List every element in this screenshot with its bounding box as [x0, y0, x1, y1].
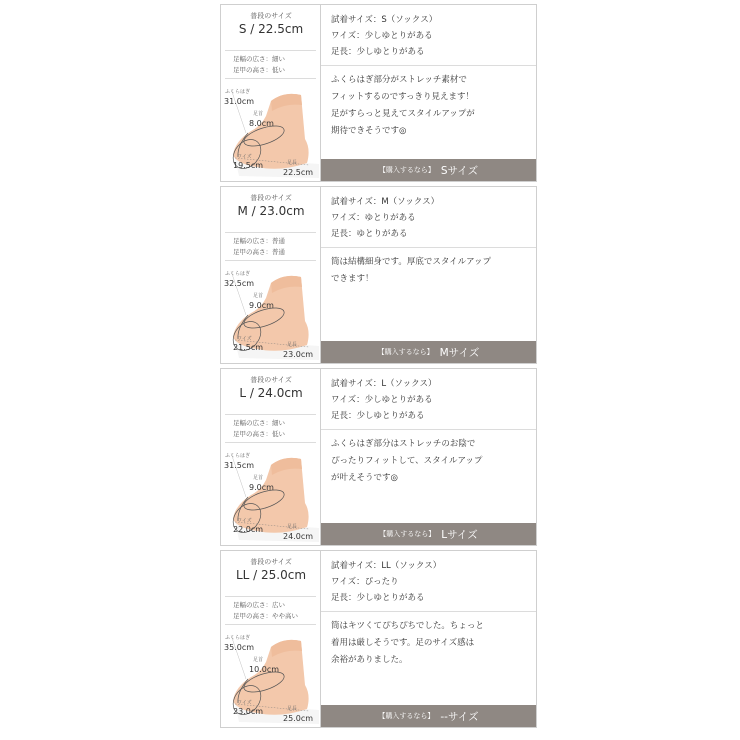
foot-width-text: 足幅の広さ：普通: [233, 237, 285, 245]
buy-size-label: --サイズ: [440, 710, 479, 723]
divider: [225, 414, 316, 415]
wise-value: 19.5cm: [233, 161, 264, 170]
instep-height-text: 足甲の高さ：やや高い: [233, 612, 298, 620]
length-value: 22.5cm: [283, 168, 314, 177]
buy-prefix: 【購入するなら】: [378, 712, 435, 720]
comment-line: 期待できそうです◎: [331, 126, 407, 136]
usual-size-label: 普段のサイズ: [250, 558, 292, 566]
length-label: 足長: [287, 706, 298, 712]
buy-size-button[interactable]: [321, 159, 536, 181]
calf-label: ふくらはぎ: [225, 635, 251, 641]
ankle-value: 9.0cm: [249, 483, 274, 492]
wise-label: ワイズ: [237, 154, 252, 160]
buy-size-button[interactable]: [321, 705, 536, 727]
ankle-value: 8.0cm: [249, 119, 274, 128]
ankle-label: 足首: [253, 293, 264, 299]
trial-size-text: 試着サイズ：M（ソックス）: [331, 197, 440, 207]
comment-line: 余裕がありました。: [331, 655, 408, 665]
usual-size-value: S / 22.5cm: [238, 22, 304, 36]
divider: [225, 78, 316, 79]
review-panel: [321, 551, 536, 727]
length-value: 24.0cm: [283, 532, 314, 541]
measurement-panel: [221, 551, 321, 727]
length-fit-text: 足長：ゆとりがある: [331, 229, 408, 239]
buy-size-button[interactable]: [321, 523, 536, 545]
trial-size-text: 試着サイズ：LL（ソックス）: [331, 561, 442, 571]
trial-size-text: 試着サイズ：L（ソックス）: [331, 379, 437, 389]
instep-height-text: 足甲の高さ：低い: [233, 430, 285, 438]
divider: [321, 611, 536, 612]
buy-prefix: 【購入するなら】: [379, 530, 436, 538]
size-card: [220, 368, 537, 546]
length-value: 23.0cm: [283, 350, 314, 359]
foot-width-text: 足幅の広さ：広い: [233, 601, 285, 609]
divider: [225, 596, 316, 597]
ankle-value: 9.0cm: [249, 301, 274, 310]
usual-size-label: 普段のサイズ: [250, 12, 292, 20]
length-value: 25.0cm: [283, 714, 314, 723]
divider: [321, 247, 536, 248]
review-panel: [321, 369, 536, 545]
comment-line: 着用は厳しそうです。足のサイズ感は: [331, 638, 475, 648]
usual-size-value: L / 24.0cm: [239, 386, 303, 400]
comment-line: 筒はキツくてぴちぴちでした。ちょっと: [331, 621, 484, 631]
wise-label: ワイズ: [237, 700, 252, 706]
buy-size-label: Sサイズ: [440, 164, 479, 177]
measurement-panel: [221, 187, 321, 363]
wise-label: ワイズ: [237, 518, 252, 524]
buy-prefix: 【購入するなら】: [378, 166, 435, 174]
calf-label: ふくらはぎ: [225, 271, 251, 277]
foot-diagram: [221, 627, 321, 729]
review-panel: [321, 187, 536, 363]
wise-fit-text: ワイズ：少しゆとりがある: [331, 31, 433, 41]
foot-width-text: 足幅の広さ：細い: [233, 55, 285, 63]
divider: [225, 50, 316, 51]
foot-diagram: [221, 445, 321, 547]
divider: [225, 260, 316, 261]
measurement-panel: [221, 369, 321, 545]
ankle-label: 足首: [253, 475, 264, 481]
size-card: [220, 550, 537, 728]
wise-fit-text: ワイズ：ぴったり: [331, 577, 399, 587]
length-fit-text: 足長：少しゆとりがある: [331, 47, 425, 57]
wise-label: ワイズ: [237, 336, 252, 342]
instep-height-text: 足甲の高さ：普通: [233, 248, 285, 256]
usual-size-value: M / 23.0cm: [237, 204, 305, 218]
calf-label: ふくらはぎ: [225, 453, 251, 459]
ankle-label: 足首: [253, 657, 264, 663]
trial-size-text: 試着サイズ：S（ソックス）: [331, 15, 438, 25]
usual-size-label: 普段のサイズ: [250, 194, 292, 202]
size-card: [220, 4, 537, 182]
comment-line: できます！: [331, 274, 374, 284]
ankle-value: 10.0cm: [249, 665, 280, 674]
comment-line: ぴったりフィットして、スタイルアップ: [331, 456, 483, 466]
calf-value: 31.0cm: [224, 97, 255, 106]
calf-value: 35.0cm: [224, 643, 255, 652]
length-label: 足長: [287, 160, 298, 166]
divider: [321, 429, 536, 430]
wise-value: 21.5cm: [233, 343, 264, 352]
buy-size-button[interactable]: [321, 341, 536, 363]
comment-line: 足がすらっと見えてスタイルアップが: [331, 109, 475, 119]
comment-line: 筒は結構細身です。厚底でスタイルアップ: [331, 257, 492, 267]
calf-value: 32.5cm: [224, 279, 255, 288]
divider: [225, 442, 316, 443]
length-label: 足長: [287, 342, 298, 348]
calf-value: 31.5cm: [224, 461, 255, 470]
foot-width-text: 足幅の広さ：細い: [233, 419, 285, 427]
comment-line: ふくらはぎ部分がストレッチ素材で: [331, 75, 467, 85]
divider: [225, 624, 316, 625]
comment-line: が叶えそうです◎: [331, 473, 398, 483]
usual-size-label: 普段のサイズ: [250, 376, 292, 384]
size-card: [220, 186, 537, 364]
foot-diagram: [221, 81, 321, 183]
wise-fit-text: ワイズ：少しゆとりがある: [331, 395, 433, 405]
length-label: 足長: [287, 524, 298, 530]
wise-value: 22.0cm: [233, 525, 264, 534]
usual-size-value: LL / 25.0cm: [235, 568, 307, 582]
instep-height-text: 足甲の高さ：低い: [233, 66, 285, 74]
divider: [225, 232, 316, 233]
measurement-panel: [221, 5, 321, 181]
wise-value: 23.0cm: [233, 707, 264, 716]
buy-prefix: 【購入するなら】: [377, 348, 434, 356]
comment-line: ふくらはぎ部分はストレッチのお陰で: [331, 439, 476, 449]
buy-size-label: Lサイズ: [441, 528, 478, 541]
comment-line: フィットするのですっきり見えます！: [331, 92, 475, 102]
wise-fit-text: ワイズ：ゆとりがある: [331, 213, 416, 223]
calf-label: ふくらはぎ: [225, 89, 251, 95]
ankle-label: 足首: [253, 111, 264, 117]
buy-size-label: Mサイズ: [439, 346, 480, 359]
length-fit-text: 足長：少しゆとりがある: [331, 411, 425, 421]
review-panel: [321, 5, 536, 181]
foot-diagram: [221, 263, 321, 365]
divider: [321, 65, 536, 66]
length-fit-text: 足長：少しゆとりがある: [331, 593, 425, 603]
